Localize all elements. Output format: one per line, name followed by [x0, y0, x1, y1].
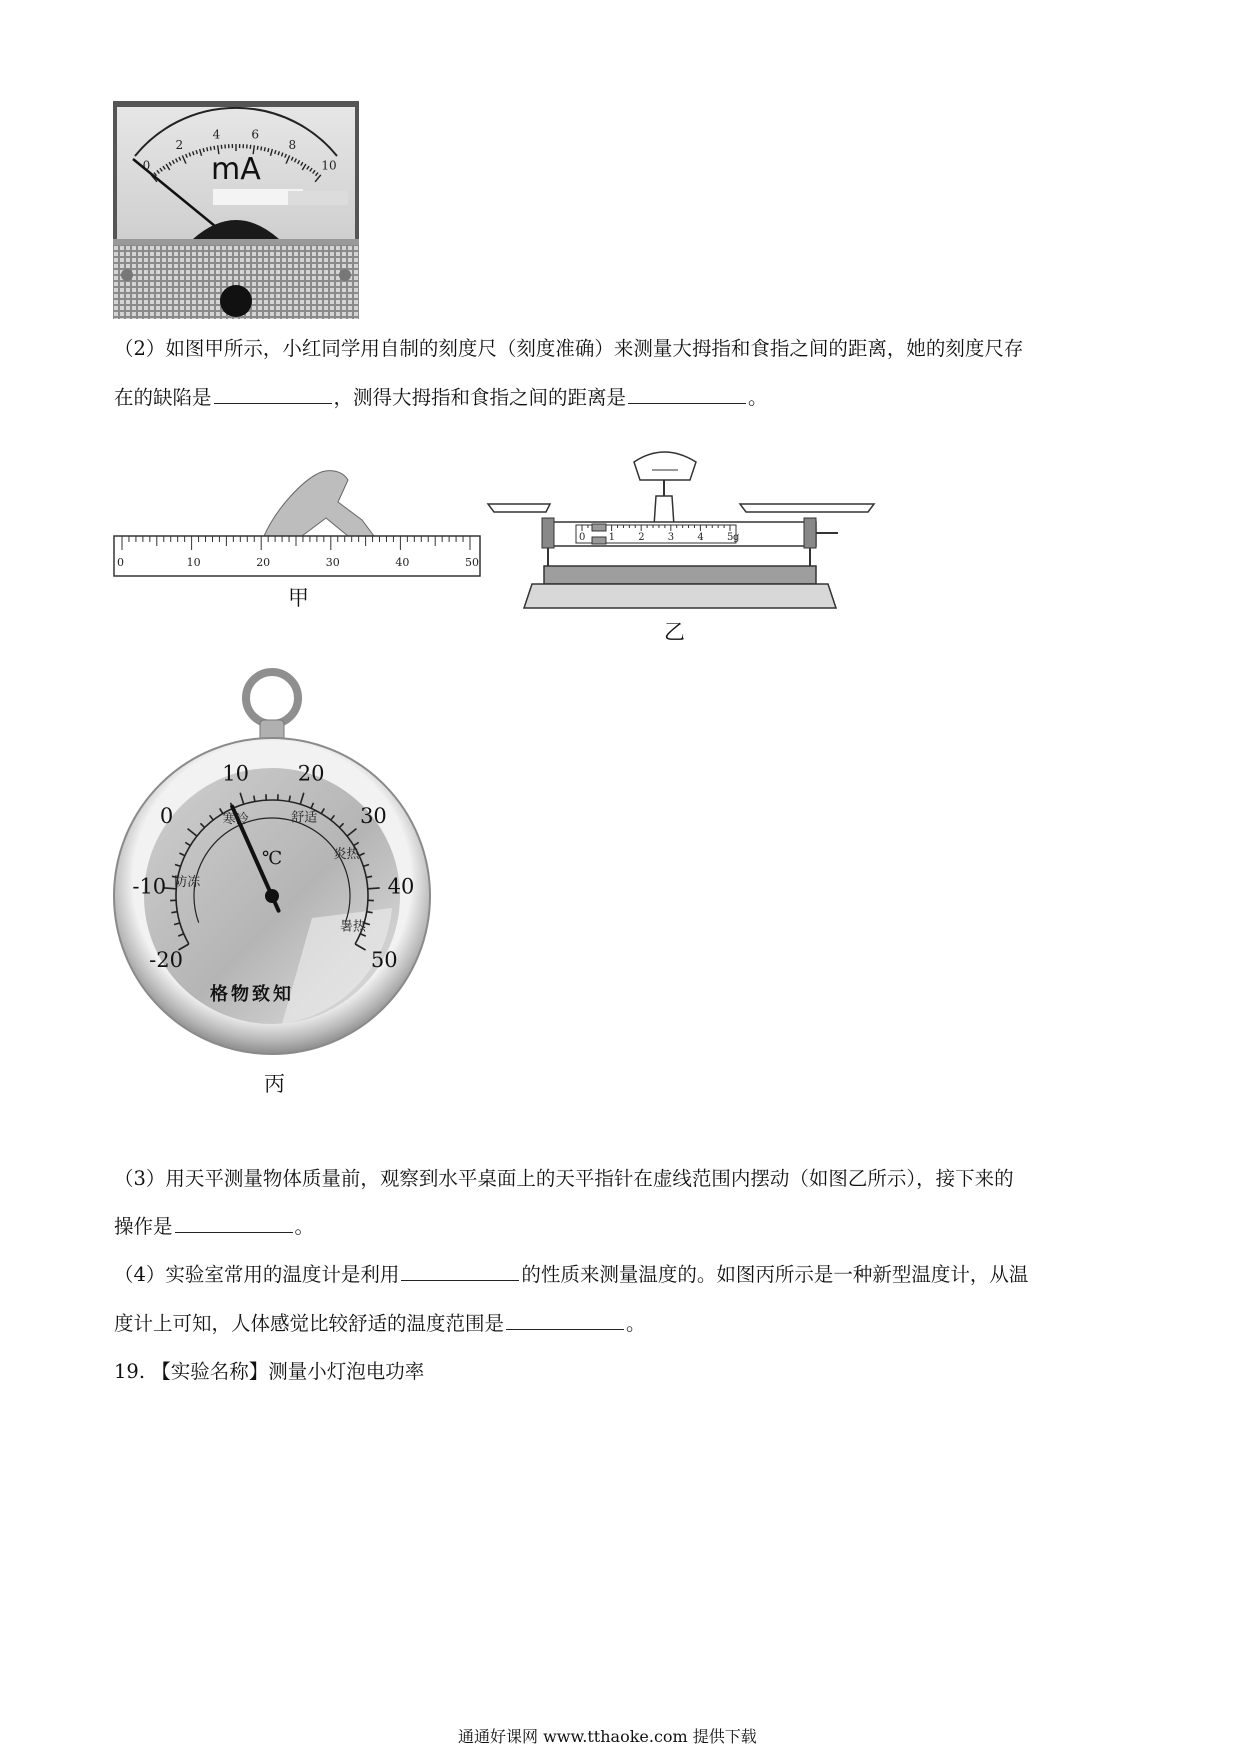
- balance-caption: 乙: [664, 620, 685, 644]
- thermometer-tick: [254, 796, 255, 802]
- ruler-tick-label: 0: [117, 556, 124, 569]
- ruler-body: [114, 536, 480, 576]
- ruler-tick-label: 50: [465, 556, 479, 569]
- meter-tick: [207, 147, 208, 151]
- q4-line-2: [114, 1311, 646, 1337]
- meter-tick: [214, 146, 215, 150]
- hand-icon: [264, 471, 374, 536]
- q4-line-1: [114, 1262, 1028, 1288]
- q4-line-2-part-a: 度计上可知，人体感觉比较舒适的温度范围是: [114, 1312, 505, 1335]
- balance-tick-label: 4: [697, 532, 704, 543]
- right-pan: [740, 504, 874, 512]
- meter-tick-label: 10: [321, 158, 337, 173]
- q3-line-1: （3）用天平测量物体质量前，观察到水平桌面上的天平指针在虚线范围内摆动（如图乙所示），接下来的: [114, 1167, 1014, 1190]
- thermometer-unit: ℃: [262, 848, 283, 869]
- meter-tick: [257, 146, 258, 150]
- ruler-tick-label: 20: [256, 556, 271, 569]
- milliammeter-image: [113, 101, 359, 319]
- balance-tick-label: 0: [579, 532, 586, 543]
- thermometer-scale-label: 0: [159, 804, 174, 829]
- ruler-tick-label: 30: [325, 556, 340, 569]
- q2-line-2-part-a: 在的缺陷是: [114, 386, 212, 409]
- thermometer-zone-label: 暑热: [339, 919, 366, 935]
- thermometer-tick: [366, 876, 372, 877]
- thermometer-scale-label: 10: [222, 761, 250, 786]
- meter-tick: [203, 148, 204, 152]
- thermometer-tick: [368, 888, 380, 889]
- q2-blank-1[interactable]: [214, 385, 332, 404]
- thermometer-tick: [367, 912, 373, 913]
- q2-line-2-part-b: ，测得大拇指和食指之间的距离是: [333, 386, 627, 409]
- thermometer-caption: 丙: [264, 1072, 285, 1096]
- meter-tick-label: 4: [212, 127, 221, 142]
- q2-line-2-part-c: 。: [748, 386, 768, 409]
- balance-tick-label: 2: [638, 532, 645, 543]
- balance-tick-label: g: [733, 532, 740, 543]
- balance-tick-label: 1: [608, 532, 615, 543]
- q3-line-2-part-b: 。: [294, 1215, 315, 1238]
- thermometer-scale-label: 50: [370, 948, 398, 972]
- thermometer-zone-label: 炎热: [333, 847, 360, 862]
- thermometer-scale-label: 20: [297, 761, 325, 786]
- q3-line-2: [114, 1214, 314, 1240]
- ruler-tick-label: 40: [395, 556, 410, 569]
- meter-tick-label: 0: [142, 158, 151, 173]
- thermometer-tick: [171, 912, 177, 913]
- q4-blank-1[interactable]: [401, 1262, 519, 1281]
- q4-blank-2[interactable]: [506, 1311, 624, 1330]
- q4-line-1-part-a: （4）实验室常用的温度计是利用: [114, 1263, 400, 1286]
- balance-base: [524, 584, 836, 608]
- q2-blank-2[interactable]: [628, 385, 746, 404]
- thermometer-tick: [289, 796, 290, 802]
- thermometer-figure: [112, 668, 432, 1068]
- meter-tick: [261, 147, 262, 151]
- thermometer-scale-label: 30: [360, 804, 387, 829]
- thermometer-brand: 格物致知: [210, 984, 294, 1005]
- left-pan: [488, 504, 550, 512]
- q2-line-1: （2）如图甲所示，小红同学用自制的刻度尺（刻度准确）来测量大拇指和食指之间的距离，她的刻度尺存: [114, 337, 1024, 360]
- q4-line-1-part-b: 的性质来测量温度的。如图丙所示是一种新型温度计，从温: [521, 1263, 1029, 1286]
- balance-tick-label: 3: [667, 532, 675, 543]
- q19-title: 19. 【实验名称】测量小灯泡电功率: [114, 1360, 425, 1383]
- balance-pointer-scale: [634, 452, 696, 480]
- meter-unit-label: mA: [211, 152, 261, 187]
- q2-line-2: [114, 385, 768, 411]
- meter-tick: [268, 148, 269, 152]
- thermometer-scale-label: 40: [387, 874, 415, 899]
- ruler-tick-label: 10: [186, 556, 201, 569]
- thermometer-zone-label: 防冻: [174, 875, 201, 891]
- balance-figure: [486, 436, 876, 616]
- balance-tick-label: 5: [727, 532, 734, 543]
- meter-tick: [210, 147, 211, 151]
- q3-blank[interactable]: [175, 1214, 293, 1233]
- thermometer-scale-label: -20: [149, 948, 183, 972]
- meter-tick-label: 8: [288, 138, 297, 153]
- hanging-ring: [246, 672, 298, 724]
- meter-tick-label: 2: [175, 138, 184, 153]
- meter-tick: [264, 147, 265, 151]
- thermometer-zone-label: 寒冷: [222, 812, 249, 828]
- meter-tick-label: 6: [251, 127, 259, 142]
- thermometer-zone-label: 舒适: [291, 810, 318, 826]
- q4-line-2-part-b: 。: [626, 1312, 646, 1335]
- thermometer-scale-label: -10: [132, 874, 167, 899]
- ruler-figure: [112, 462, 484, 582]
- page-footer: 通通好课网 www.tthaoke.com 提供下载: [458, 1727, 757, 1746]
- q3-line-2-part-a: 操作是: [114, 1215, 173, 1238]
- ruler-caption: 甲: [288, 586, 309, 610]
